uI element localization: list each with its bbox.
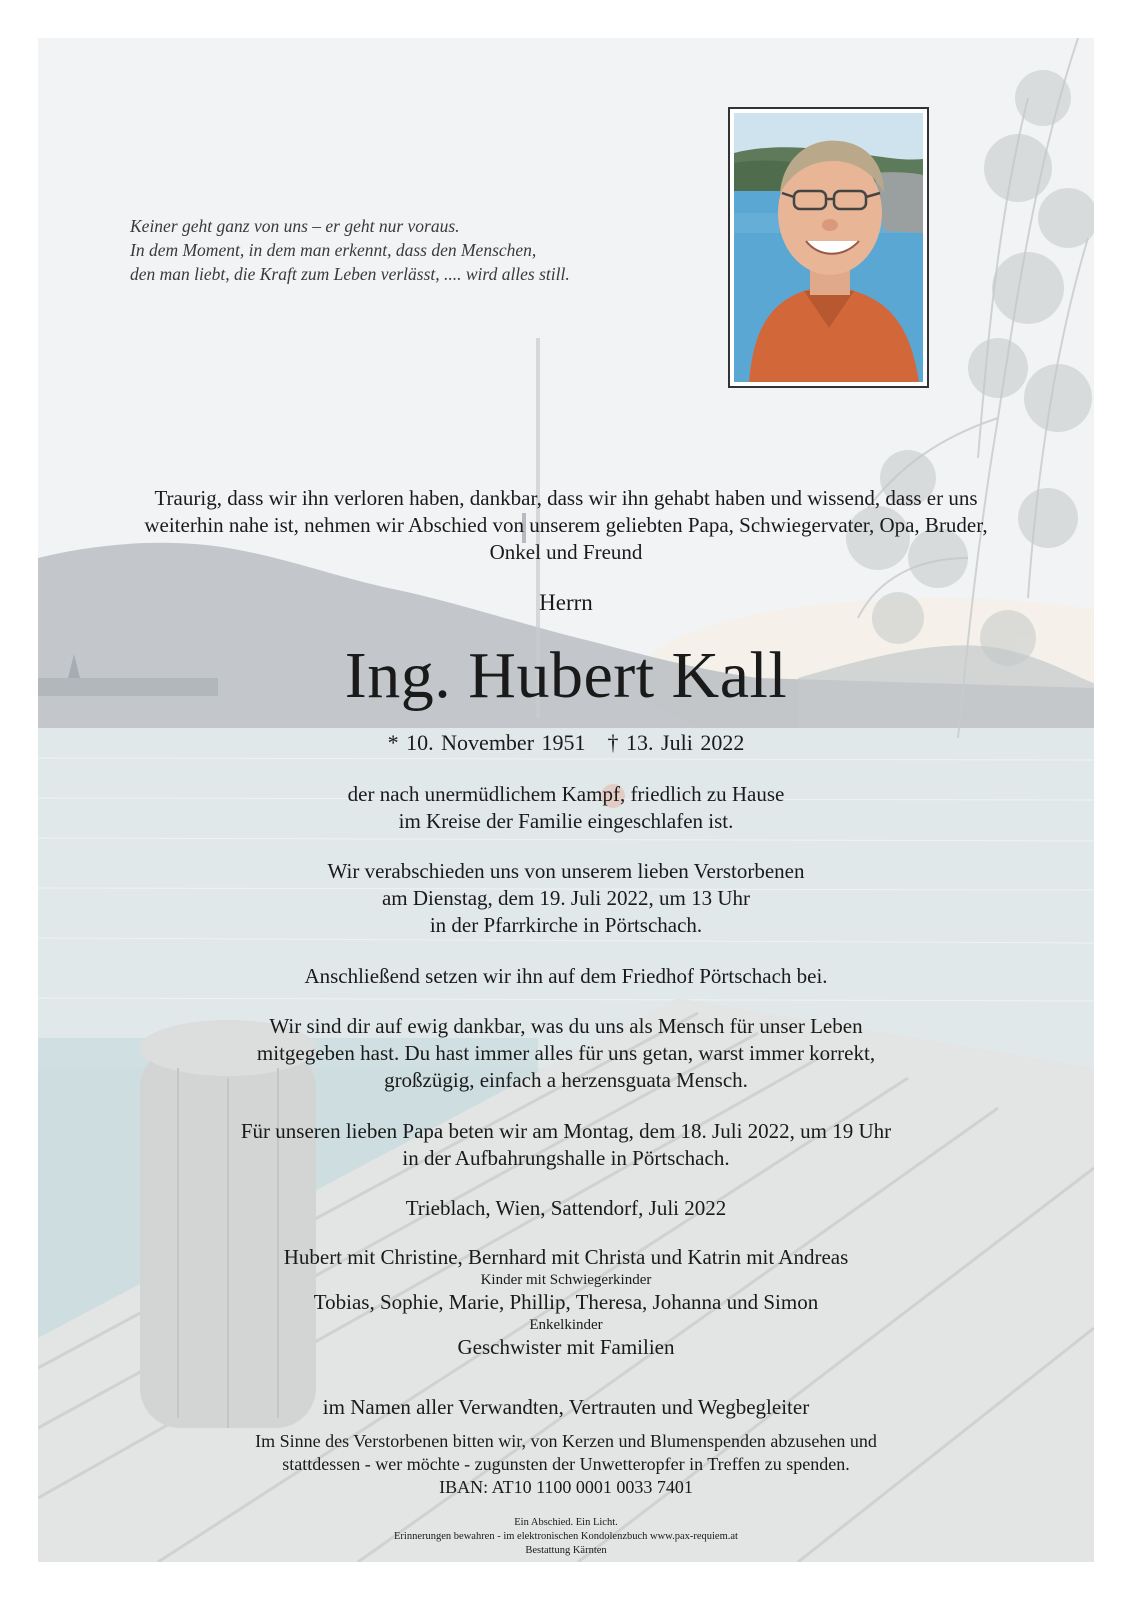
grandchildren-label: Enkelkinder [529,1317,603,1333]
intro-line: Onkel und Freund [489,540,643,564]
intro-paragraph [38,485,1094,566]
donation-line: stattdessen - wer möchte - zugunsten der Unwetteropfer in Treffen zu spenden. [282,1454,850,1474]
footer-condolence-link: Erinnerungen bewahren - im elektronischen Kondolenzbuch www.pax-requiem.at [394,1531,738,1542]
footer-slogan: Ein Abschied. Ein Licht. [514,1517,618,1528]
passing-line: im Kreise der Familie eingeschlafen ist. [398,809,734,833]
portrait-photo [728,107,929,388]
children-label: Kinder mit Schwiegerkinder [480,1272,652,1288]
passing-paragraph [38,781,1094,835]
quote-line: Keiner geht ganz von uns – er geht nur voraus. [130,216,460,236]
children-names: Hubert mit Christine, Bernhard mit Christa und Katrin mit Andreas [283,1245,849,1269]
mourners-list [38,1244,1094,1361]
ceremony-paragraph [38,858,1094,939]
prayer-line: Für unseren lieben Papa beten wir am Montag, dem 18. Juli 2022, um 19 Uhr [240,1119,892,1143]
tribute-line: großzügig, einfach a herzensguata Mensch. [384,1068,748,1092]
prayer-paragraph [38,1118,1094,1172]
siblings: Geschwister mit Familien [457,1335,675,1359]
donation-notice [38,1430,1094,1499]
place-and-date: Trieblach, Wien, Sattendorf, Juli 2022 [405,1196,727,1220]
prayer-line: in der Aufbahrungshalle in Pörtschach. [402,1146,730,1170]
salutation: Herrn [539,590,593,615]
death-date: † 13. Juli 2022 [607,730,745,755]
tribute-line: Wir sind dir auf ewig dankbar, was du uns als Mensch für unser Leben [269,1014,863,1038]
intro-line: Traurig, dass wir ihn verloren haben, dankbar, dass wir ihn gehabt haben und wissend, dass er uns [154,486,978,510]
grandchildren-names: Tobias, Sophie, Marie, Phillip, Theresa, Johanna und Simon [313,1290,819,1314]
footer [38,1516,1094,1558]
intro-line: weiterhin nahe ist, nehmen wir Abschied von unserem geliebten Papa, Schwiegervater, Opa, Bruder, [144,513,988,537]
opening-quote [130,214,690,286]
iban: IBAN: AT10 1100 0001 0033 7401 [439,1477,693,1497]
quote-line: den man liebt, die Kraft zum Leben verlässt, .... wird alles still. [130,264,570,284]
tribute-line: mitgegeben hast. Du hast immer alles für uns getan, warst immer korrekt, [256,1041,876,1065]
quote-line: In dem Moment, in dem man erkennt, dass den Menschen, [130,240,537,260]
birth-date: * 10. November 1951 [387,730,586,755]
tribute-paragraph [38,1013,1094,1094]
burial-paragraph: Anschließend setzen wir ihn auf dem Friedhof Pörtschach bei. [304,964,828,988]
life-dates [38,730,1094,756]
ceremony-line: in der Pfarrkirche in Pörtschach. [429,913,703,937]
relatives-line: im Namen aller Verwandten, Vertrauten und Wegbegleiter [322,1395,810,1419]
donation-line: Im Sinne des Verstorbenen bitten wir, von Kerzen und Blumenspenden abzusehen und [255,1431,877,1451]
passing-line: der nach unermüdlichem Kampf, friedlich zu Hause [347,782,785,806]
footer-funeral-home: Bestattung Kärnten [525,1545,607,1556]
ceremony-line: Wir verabschieden uns von unserem lieben Verstorbenen [327,859,805,883]
obituary-page [38,38,1094,1562]
portrait-image [734,113,923,382]
deceased-name: Ing. Hubert Kall [344,639,788,712]
ceremony-line: am Dienstag, dem 19. Juli 2022, um 13 Uhr [381,886,751,910]
